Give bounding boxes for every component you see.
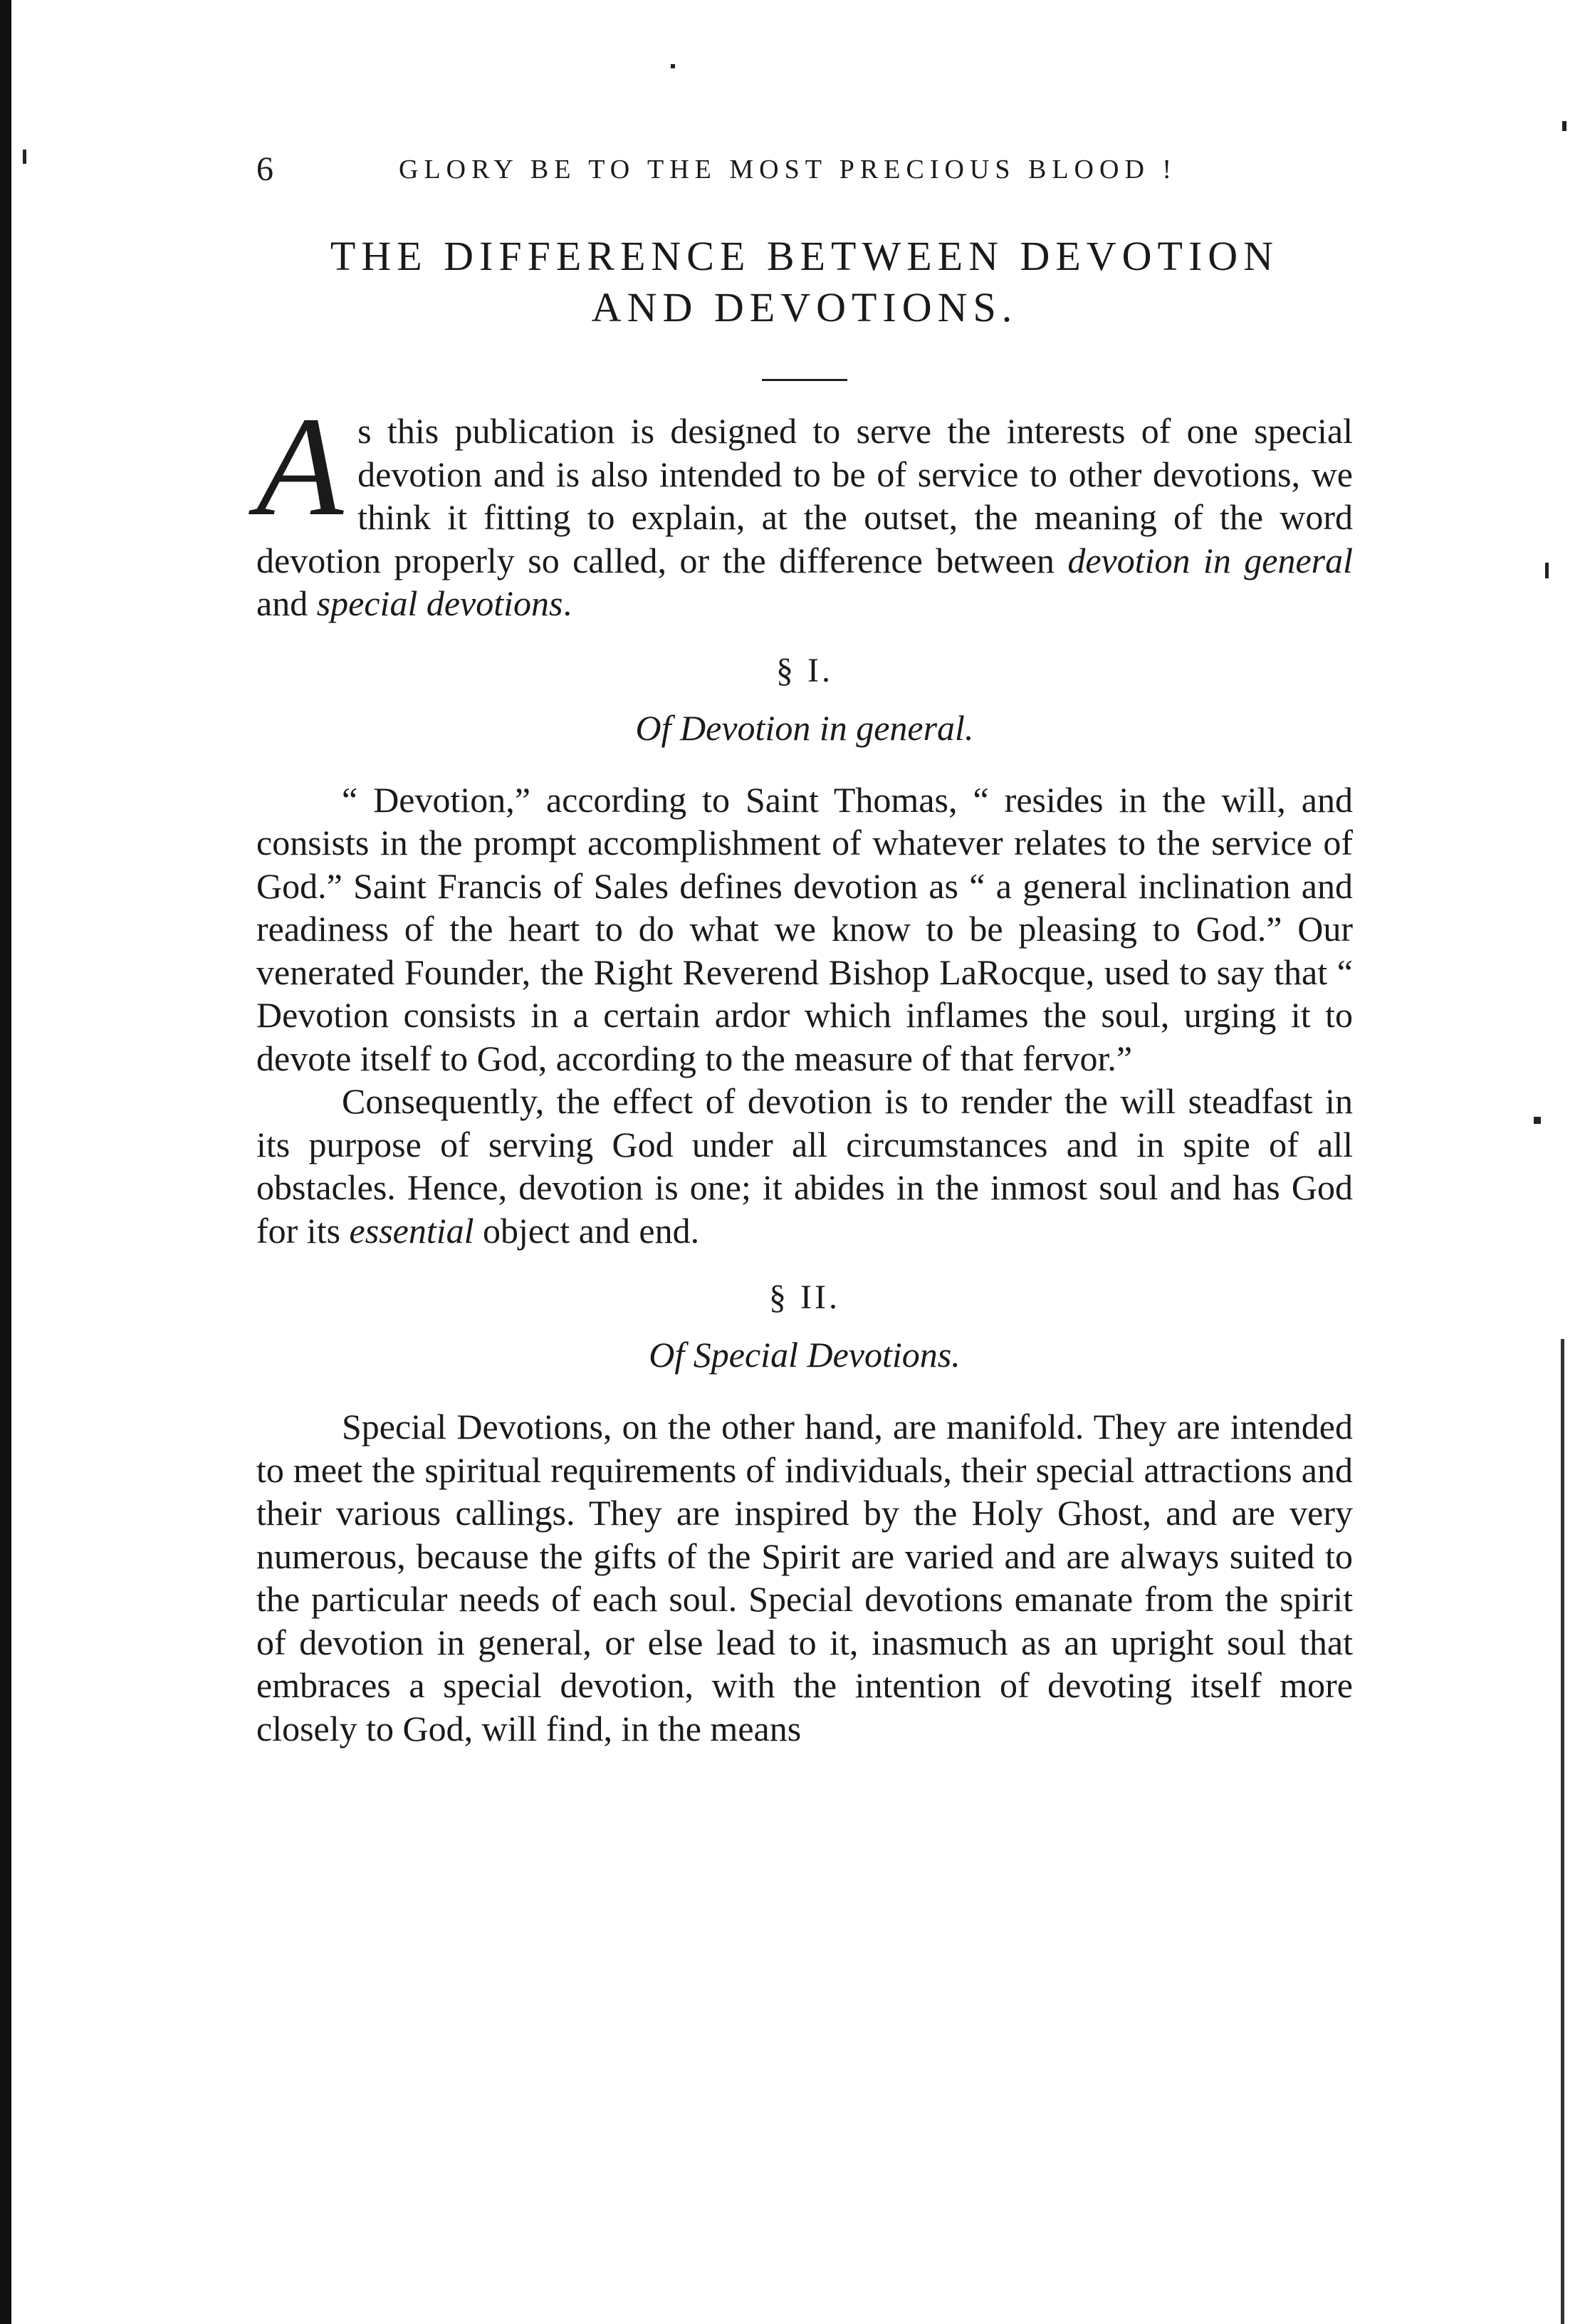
page-number: 6: [256, 150, 273, 188]
chapter-title: [256, 231, 1353, 333]
running-head: [256, 150, 1353, 199]
scan-left-edge: [0, 0, 11, 2324]
title-divider: [762, 379, 847, 381]
intro-emphasis-1: devotion in general: [1067, 540, 1354, 580]
chapter-title-line-2: AND DEVOTIONS.: [591, 284, 1018, 330]
section-2-mark: § II.: [769, 1278, 840, 1316]
section-1-paragraph-2-text: Consequently, the effect of devotion is to render the will steadfast in its purpose of serving God under all circumstances and in spite of all obstacles. Hence, devotion is one; it abides in the inmost soul and has God for its: [256, 1081, 1353, 1251]
scan-right-edge: [1561, 1339, 1564, 2324]
scan-speck: [671, 64, 675, 68]
intro-emphasis-2: special devotions: [316, 583, 563, 623]
page-content: [256, 150, 1353, 1750]
intro-connector: and: [256, 583, 317, 623]
scan-speck: [23, 150, 26, 164]
drop-cap: A: [256, 388, 344, 546]
intro-text: s this publication is designed to serve the interests of one special devotion and is also intended to be of service to other devotions, we think it fitting to explain, at the outset, the meaning of the word devotion properly so called, or the difference between: [256, 411, 1353, 580]
section-1-paragraph-2: [256, 1080, 1353, 1252]
scan-speck: [1534, 1117, 1541, 1124]
section-1-title: Of Devotion in general.: [635, 707, 974, 748]
chapter-title-line-1: THE DIFFERENCE BETWEEN DEVOTION: [330, 233, 1280, 279]
section-1-paragraph-1: “ Devotion,” according to Saint Thomas, “ resides in the will, and consists in the prompt accomplishment of whatever relates to the service of God.” Saint Francis of Sales defines devotion as “ a general inclination and readiness of the heart to do what we know to be pleasing to God.” Our venerated Founder, the Right Reverend Bishop LaRocque, used to say that “ Devotion consists in a certain ardor which inflames the soul, urging it to devote itself to God, according to the measure of that fervor.”: [256, 779, 1353, 1078]
section-1-paragraph-2-end: object and end.: [474, 1210, 700, 1251]
intro-end: .: [563, 583, 572, 623]
scan-speck: [1562, 121, 1566, 131]
scan-speck: [1545, 563, 1549, 578]
running-title: GLORY BE TO THE MOST PRECIOUS BLOOD !: [399, 155, 1178, 184]
intro-paragraph: [256, 388, 1354, 625]
section-2-title: Of Special Devotions.: [649, 1335, 961, 1375]
section-1-paragraph-2-emphasis: essential: [349, 1210, 474, 1251]
section-2-paragraph-1: Special Devotions, on the other hand, are manifold. They are intended to meet the spiritual requirements of individuals, their special attractions and their various callings. They are inspired by the Holy Ghost, and are very numerous, because the gifts of the Spirit are varied and are always suited to the particular needs of each soul. Special devotions emanate from the spirit of devotion in general, or else lead to it, inasmuch as an upright soul that embraces a special devotion, with the intention of devoting itself more closely to God, will find, in the means: [256, 1407, 1353, 1749]
section-1-mark: § I.: [776, 651, 833, 689]
